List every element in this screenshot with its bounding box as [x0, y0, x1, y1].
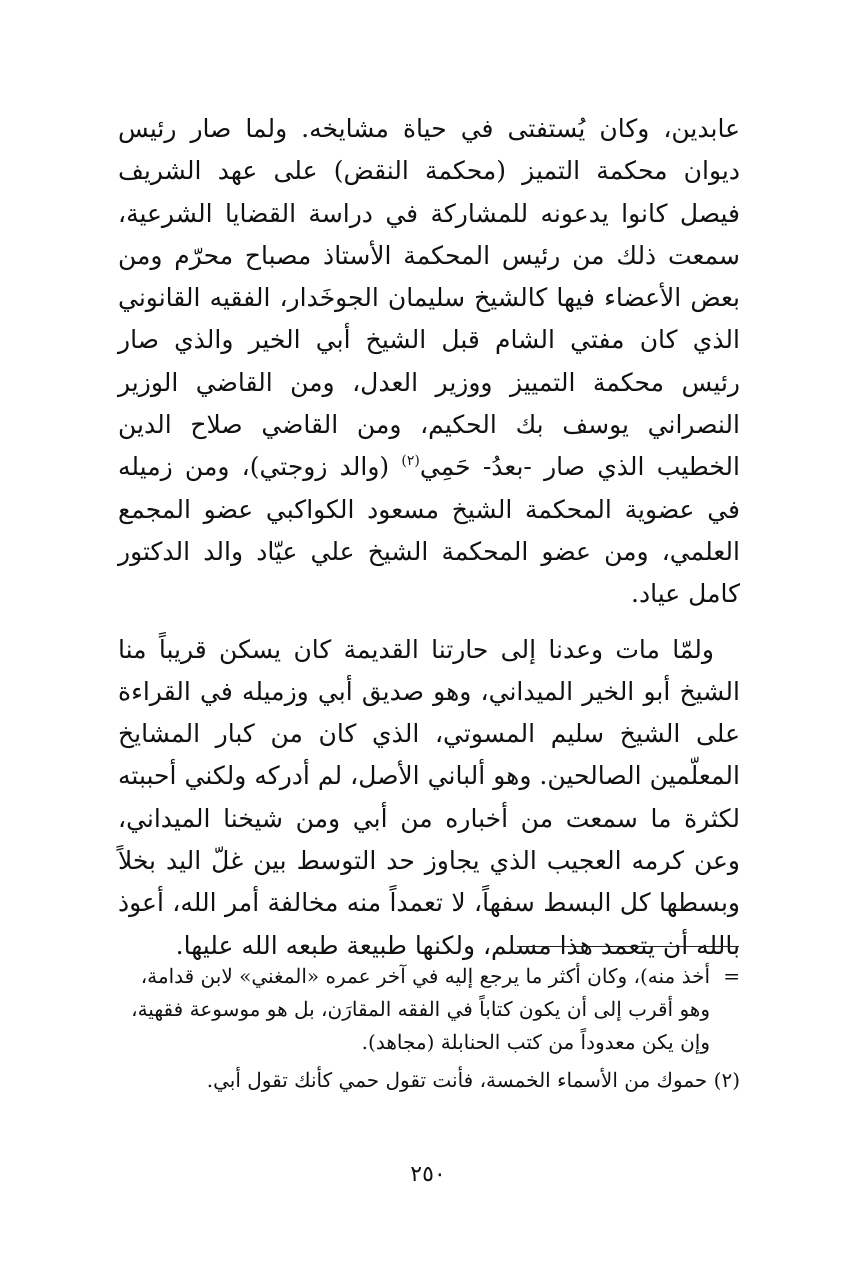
main-text	[118, 108, 740, 967]
continuation-mark: =	[723, 964, 740, 988]
paragraph: ولمّا مات وعدنا إلى حارتنا القديمة كان يسكن قريباً منا الشيخ أبو الخير الميداني، وهو صديق أبي وزميله في القراءة على الشيخ سليم المسوتي، الذي كان من كبار المشايخ المعلّمين الصالحين. وهو ألباني الأصل، لم أدركه ولكني أحببته لكثرة ما سمعت من أخباره من أبي ومن شيخنا الميداني، وعن كرمه العجيب الذي يجاوز حد التوسط بين غلّ اليد بخلاً وبسطها كل البسط سفهاً، لا تعمداً منه مخالفة أمر الله، أعوذ بالله أن يتعمد هذا مسلم، ولكنها طبيعة طبعه الله عليها.	[118, 634, 740, 960]
paragraph	[118, 108, 740, 616]
page-number: ٢٥٠	[410, 1162, 446, 1187]
footnotes	[128, 960, 740, 1097]
paragraph-text: (والد زوجتي)، ومن زميله في عضوية المحكمة الشيخ مسعود الكواكبي عضو المجمع العلمي، ومن عضو المحكمة الشيخ علي عيّاد والد الدكتور كامل عياد.	[118, 452, 740, 609]
footnote-text: أخذ منه)، وكان أكثر ما يرجع إليه في آخر عمره «المغني» لابن قدامة، وهو أقرب إلى أن يكون كتاباً في الفقه المقارَن، بل هو موسوعة فقهية، وإن يكن معدوداً من كتب الحنابلة (مجاهد).	[131, 964, 710, 1054]
footnote-separator	[517, 946, 739, 947]
paragraph-text: عابدين، وكان يُستفتى في حياة مشايخه. ولما صار رئيس ديوان محكمة التميز (محكمة النقض) على عهد الشريف فيصل كانوا يدعونه للمشاركة في دراسة القضايا الشرعية، سمعت ذلك من رئيس المحكمة الأستاذ مصباح محرّم ومن بعض الأعضاء فيها كالشيخ سليمان الجوخَدار، الفقيه القانوني الذي كان مفتي الشام قبل الشيخ أبي الخير والذي صار رئيس محكمة التمييز ووزير العدل، ومن القاضي الوزير النصراني يوسف بك الحكيم، ومن القاضي صلاح الدين الخطيب الذي صار -بعدُ- حَمِي	[118, 114, 740, 482]
footnote-reference: (٢)	[401, 453, 420, 470]
footnote-2: (٢) حموك من الأسماء الخمسة، فأنت تقول حمي كأنك تقول أبي.	[206, 1068, 740, 1092]
footnote-continuation	[128, 960, 740, 1059]
